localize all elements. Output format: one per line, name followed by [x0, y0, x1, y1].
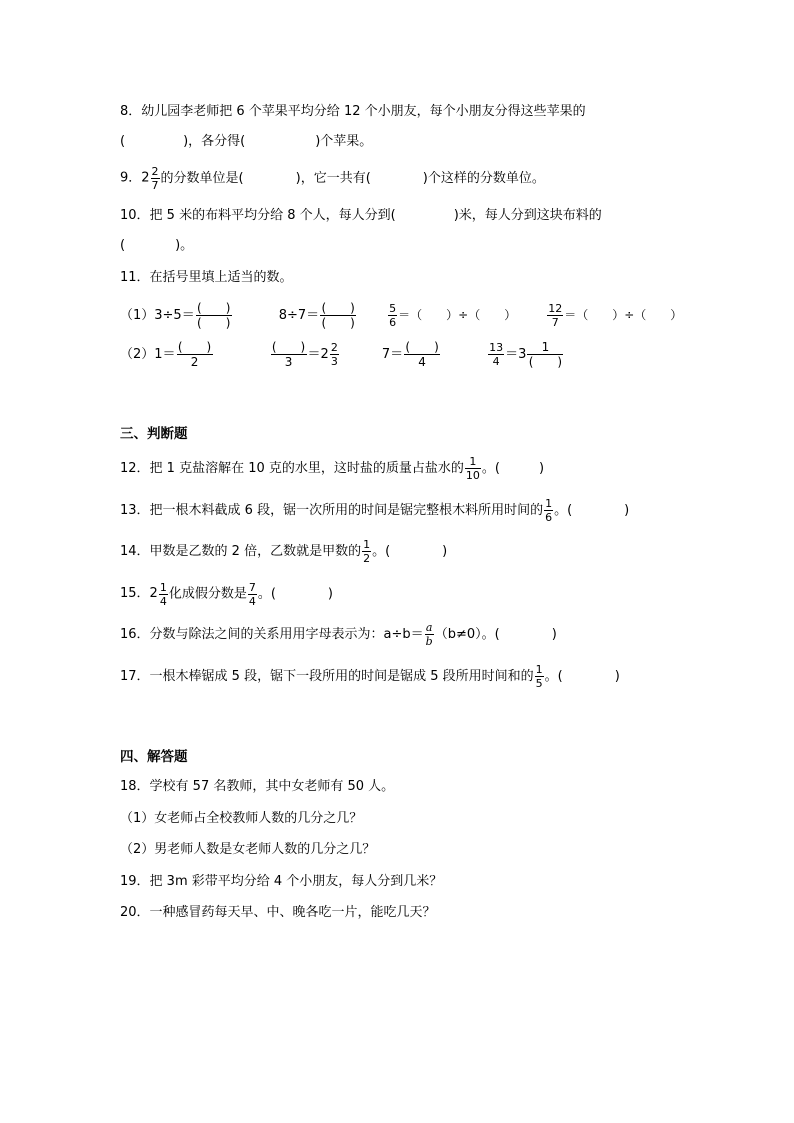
q11-r1d-den: 7 — [551, 316, 559, 329]
q8-mid: )，各分得( — [183, 134, 246, 149]
q11-r2-blank-fraction-d[interactable] — [527, 341, 563, 369]
q16-answer-paren[interactable]: （b≠0）。( ) — [434, 627, 557, 642]
q14-answer-paren[interactable]: 。( ) — [372, 544, 448, 559]
question-15 — [120, 580, 333, 609]
q11-r2a-den: 2 — [190, 354, 199, 369]
q11-r2-blank-fraction-b[interactable] — [271, 341, 307, 369]
q12-fraction — [465, 456, 481, 481]
q11-r2-blank-fraction-a[interactable] — [177, 341, 213, 369]
q15-prefix: 15．2 — [120, 586, 158, 601]
question-18: 18．学校有 57 名教师，其中女老师有 50 人。 — [120, 779, 395, 794]
question-10-line2 — [120, 237, 193, 255]
question-20: 20．一种感冒药每天早、中、晚各吃一片，能吃几天？ — [120, 905, 436, 920]
q15-fraction-1 — [159, 582, 168, 607]
q13-fraction — [544, 498, 553, 523]
q14-den: 2 — [363, 552, 371, 565]
q15-answer-paren[interactable]: 。( ) — [257, 586, 333, 602]
question-19: 19．把 3m 彩带平均分给 4 个小朋友，每人分到几米？ — [120, 874, 443, 889]
q11-r2d-den: 4 — [492, 355, 500, 368]
question-8-line1: 8．幼儿园李老师把 6 个苹果平均分给 12 个小朋友，每个小朋友分得这些苹果的 — [120, 104, 586, 119]
q9-fraction — [151, 166, 160, 191]
q10-part-b: )米，每人分到这块布料的 — [453, 208, 602, 223]
q9-post: )个这样的分数单位。 — [422, 171, 545, 186]
q14-num: 1 — [363, 538, 371, 551]
q16-text: 16．分数与除法之间的关系用用字母表示为：a÷b＝ — [120, 627, 424, 642]
q17-answer-paren[interactable]: 。( ) — [544, 669, 620, 684]
q13-num: 1 — [545, 497, 553, 510]
q17-text: 17．一根木棒锯成 5 段，锯下一段所用的时间是锯成 5 段所用时间和的 — [120, 669, 534, 684]
question-18-sub2: （2）男老师人数是女老师人数的几分之几？ — [120, 842, 376, 857]
question-16 — [120, 621, 557, 649]
q8-tail: )个苹果。 — [315, 134, 373, 149]
q17-fraction — [535, 664, 544, 689]
question-11-row1 — [120, 296, 682, 335]
q11-r2b2-den: 3 — [330, 355, 338, 368]
q12-text: 12．把 1 克盐溶解在 10 克的水里，这时盐的质量占盐水的 — [120, 461, 464, 476]
q11-r2c-den: 4 — [418, 354, 426, 369]
q15-den1: 4 — [159, 594, 167, 608]
q8-paren-open: ( — [120, 134, 126, 149]
q11-r2-blank-fraction-c[interactable] — [404, 341, 440, 369]
q9-prefix: 9．2 — [120, 170, 150, 186]
q11-r2d-num: 13 — [489, 341, 504, 354]
q16-num: a — [425, 621, 433, 634]
q13-answer-paren[interactable]: 。( ) — [554, 503, 630, 518]
question-11-row2 — [120, 336, 564, 374]
q11-r2b-den: 3 — [284, 354, 293, 369]
question-11-title: 11．在括号里填上适当的数。 — [120, 270, 293, 285]
q11-r2d2-num: 1 — [527, 341, 563, 355]
q11-r2-d-eq: ＝3 — [505, 347, 527, 362]
q11-r1-fraction-d — [547, 303, 563, 328]
q15-den2: 4 — [248, 594, 256, 608]
q11-r2b-num: ( ) — [271, 339, 306, 354]
q10-paren-open: ( — [120, 238, 126, 253]
q11-r2-fraction-b2 — [330, 342, 339, 367]
q11-r1a-den: ( ) — [197, 315, 231, 330]
q15-num2: 7 — [248, 580, 256, 594]
q11-r1c-den: 6 — [389, 316, 397, 329]
q16-fraction — [425, 622, 434, 647]
q13-text: 13．把一根木料截成 6 段，锯一次所用的时间是锯完整根木料所用时间的 — [120, 503, 544, 518]
q9-num: 2 — [151, 165, 159, 178]
q9-mid: 的分数单位是( — [160, 171, 244, 186]
q11-r1b-den: ( ) — [321, 315, 355, 330]
q11-r2a-num: ( ) — [177, 339, 212, 354]
q16-den: b — [425, 635, 433, 648]
q11-r2-label: （2）1＝ — [120, 347, 176, 362]
question-17 — [120, 663, 620, 691]
q10-part-a: 10．把 5 米的布料平均分给 8 个人，每人分到( — [120, 208, 396, 223]
q11-r2-fraction-d — [488, 342, 504, 367]
q10-tail: )。 — [175, 238, 194, 253]
q14-text: 14．甲数是乙数的 2 倍，乙数就是甲数的 — [120, 544, 362, 559]
q11-r2-b-eq: ＝2 — [307, 347, 329, 362]
q11-r1-d-rest: ＝（ ）÷（ ） — [564, 308, 683, 322]
question-14 — [120, 538, 447, 566]
q13-den: 6 — [545, 511, 553, 524]
section-4-title: 四、解答题 — [120, 749, 188, 765]
section-3-title: 三、判断题 — [120, 426, 188, 442]
question-12 — [120, 455, 544, 483]
question-13 — [120, 497, 629, 525]
question-18-sub1: （1）女老师占全校教师人数的几分之几？ — [120, 811, 363, 826]
q12-answer-paren[interactable]: 。( ) — [481, 461, 545, 476]
q11-r2b2-num: 2 — [330, 341, 338, 354]
q11-r1c-num: 5 — [389, 302, 397, 315]
q11-r1a-num: ( ) — [197, 300, 231, 315]
q15-num1: 1 — [159, 580, 167, 594]
q11-r1-label: （1）3÷5＝ — [120, 308, 195, 323]
q17-num: 1 — [535, 663, 543, 676]
question-8-line2 — [120, 133, 372, 151]
q11-r2-c-label: 7＝ — [381, 347, 404, 362]
q9-mid2: )，它一共有( — [295, 171, 371, 186]
q15-fraction-2 — [248, 582, 257, 607]
q17-den: 5 — [535, 677, 543, 690]
q11-r1-blank-fraction-b[interactable] — [320, 302, 356, 330]
q11-r1b-num: ( ) — [321, 300, 355, 315]
q11-r1-blank-fraction-a[interactable] — [196, 302, 232, 330]
q11-r1-fraction-c — [388, 303, 397, 328]
q15-mid: 化成假分数是 — [168, 586, 247, 602]
q9-den: 7 — [151, 179, 159, 192]
question-9 — [120, 166, 545, 191]
question-10-line1 — [120, 207, 602, 225]
q11-r1-c-rest: ＝（ ）÷（ ） — [398, 308, 517, 322]
q11-r1-b-label: 8÷7＝ — [278, 308, 320, 323]
q12-num: 1 — [465, 456, 481, 469]
q14-fraction — [362, 539, 371, 564]
q11-r2d2-den: ( ) — [528, 354, 563, 369]
q11-r1d-num: 12 — [548, 302, 563, 315]
q12-den: 10 — [465, 469, 480, 482]
q11-r2c-num: ( ) — [405, 339, 439, 354]
